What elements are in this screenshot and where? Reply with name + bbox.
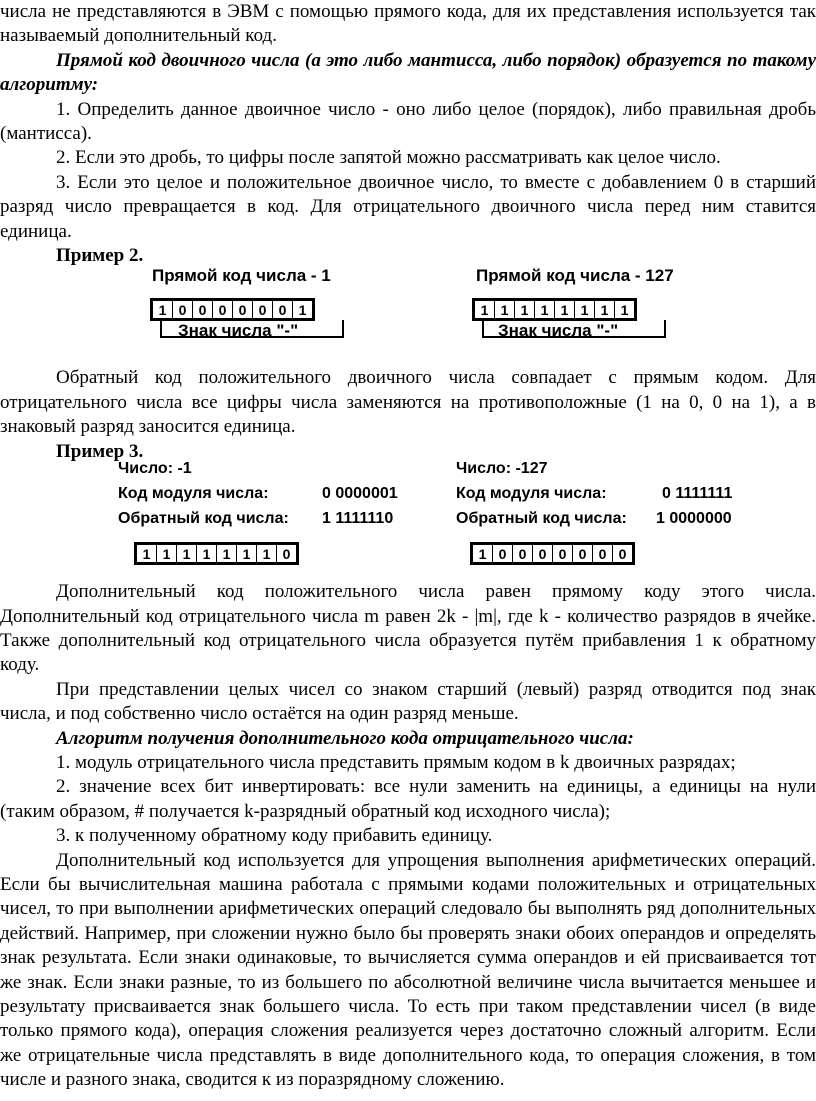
example-2-left-bit-cells [150, 298, 315, 321]
direct-step-2: 2. Если это дробь, то цифры после запятой можно рассматривать как целое число. [56, 147, 721, 169]
example-3-right-modulus-value: 0 1111111 [662, 485, 733, 503]
example-2-right-bit-8: 1 [620, 302, 629, 319]
example-2-left-bit-2: 0 [173, 301, 193, 318]
example-3-right-inverse-value: 1 0000000 [656, 510, 732, 528]
direct-step-1: 1. Определить данное двоичное число - оно либо целое (порядок), либо правильная дробь (мантисса). [0, 98, 816, 145]
example-3-left-inverse-value: 1 1111110 [322, 510, 394, 528]
inverse-code-paragraph: Обратный код положительного двоичного числа совпадает с прямым кодом. Для отрицательного числа все цифры числа заменяются на противоположные (1 на 0, 0 на 1), а в знаковый разряд заносится единица. [0, 367, 816, 438]
example-3-left-bit-1: 1 [137, 545, 157, 562]
example-3-left-bit-4: 1 [197, 545, 217, 562]
example-2-left-bit-3: 0 [193, 301, 213, 318]
final-paragraph: Дополнительный код используется для упрощения выполнения арифметических операций. Если бы вычислительная машина работала с прямыми кодами положительных и отрицательных чисел, то при выполнении арифметических операций следовало бы выполнять ряд дополнительных действий. Например, при сложении нужно было бы проверять знаки обоих операндов и определять знак результата. Если знаки одинаковые, то вычисляется сумма операндов и ей присваивается тот же знак. Если знаки разные, то из большего по абсолютной величине числа вычитается меньшее и результату присваивается знак большего числа. То есть при таком представлении чисел (в виде только прямого кода), операция сложения реализуется через достаточно сложный алгоритм. Если же отрицательные числа представлять в виде дополнительного кода, то операция сложения, в том числе и разного знака, сводится к из поразрядному сложению. [0, 849, 816, 1091]
example-3-left-inverse-label: Обратный код числа: [118, 510, 289, 528]
example-3-left-modulus-label: Код модуля числа: [118, 485, 269, 503]
example-3-right-number: Число: -127 [456, 460, 548, 478]
example-3-right-inverse-label: Обратный код числа: [456, 510, 627, 528]
example-3-left-bit-cells [134, 542, 299, 565]
example-3-right-modulus-label: Код модуля числа: [456, 485, 607, 503]
example-2-right-bit-4: 1 [535, 301, 555, 318]
example-2-left-bit-8: 1 [298, 302, 307, 319]
example-3-left-bit-3: 1 [177, 545, 197, 562]
example-2-left-bit-5: 0 [233, 301, 253, 318]
intro-paragraph: числа не представляются в ЭВМ с помощью прямого кода, для их представления используется так называемый дополнительный код. [0, 1, 816, 47]
example-3-figure [0, 460, 816, 580]
direct-code-heading: Прямой код двоичного числа (а это либо мантисса, либо порядок) образуется по такому алгоритму: [0, 49, 816, 96]
example-3-right-bit-8: 0 [618, 546, 627, 563]
example-2-right-bit-7: 1 [595, 301, 615, 318]
sign-bit-paragraph: При представлении целых чисел со знаком старший (левый) разряд отводится под знак числа, и под собственно число остаётся на один разряд меньше. [0, 678, 816, 725]
algorithm-step-3: 3. к полученному обратному коду прибавить единицу. [56, 825, 493, 847]
example-3-right-bit-7: 0 [593, 545, 613, 562]
example-3-left-bit-8: 0 [282, 546, 291, 563]
example-2-right-bit-5: 1 [555, 301, 575, 318]
example-3-left-bit-2: 1 [157, 545, 177, 562]
example-2-right-bit-3: 1 [515, 301, 535, 318]
example-3-label: Пример 3. [56, 440, 144, 462]
example-3-right-bit-4: 0 [533, 545, 553, 562]
example-2-left-bit-7: 0 [273, 301, 293, 318]
example-3-right-bit-3: 0 [513, 545, 533, 562]
example-3-right-bit-cells [470, 542, 635, 565]
example-2-left-bit-6: 0 [253, 301, 273, 318]
example-3-right-bit-1: 1 [473, 545, 493, 562]
algorithm-heading: Алгоритм получения дополнительного кода отрицательного числа: [56, 727, 634, 749]
direct-step-3: 3. Если это целое и положительное двоичное число, то вместе с добавлением 0 в старший разряд число превращается в код. Для отрицательного двоичного числа перед ним ставится единица. [0, 171, 816, 242]
example-2-left-bit-1: 1 [153, 301, 173, 318]
example-2-left-title: Прямой код числа - 1 [152, 266, 331, 286]
example-3-left-bit-5: 1 [217, 545, 237, 562]
example-2-right-bit-1: 1 [475, 301, 495, 318]
example-2-left-bit-4: 0 [213, 301, 233, 318]
example-2-right-sign-label: Знак числа "-" [498, 321, 619, 341]
example-2-right-bit-cells [472, 298, 637, 321]
example-3-left-bit-6: 1 [237, 545, 257, 562]
algorithm-step-2: 2. значение всех бит инвертировать: все нули заменить на единицы, а единицы на нули (таким образом, # получается k-разрядный обратный код исходного числа); [0, 776, 816, 822]
example-2-right-bit-2: 1 [495, 301, 515, 318]
example-3-left-number: Число: -1 [118, 460, 192, 478]
example-2-right-bit-6: 1 [575, 301, 595, 318]
algorithm-step-1: 1. модуль отрицательного числа представить прямым кодом в k двоичных разрядах; [56, 751, 736, 773]
additional-code-paragraph: Дополнительный код положительного числа равен прямому коду этого числа. Дополнительный код отрицательного числа m равен 2k - |m|, где k - количество разрядов в ячейке. Также дополнительный код отрицательного числа образуется путём прибавления 1 к обратному коду. [0, 581, 816, 676]
example-3-right-bit-6: 0 [573, 545, 593, 562]
example-2-figure [0, 268, 816, 366]
example-3-right-bit-2: 0 [493, 545, 513, 562]
example-2-right-title: Прямой код числа - 127 [476, 266, 674, 286]
example-2-left-sign-label: Знак числа "-" [178, 321, 299, 341]
example-3-left-modulus-value: 0 0000001 [322, 485, 398, 503]
example-3-left-bit-7: 1 [257, 545, 277, 562]
example-2-label: Пример 2. [56, 245, 144, 267]
example-3-right-bit-5: 0 [553, 545, 573, 562]
